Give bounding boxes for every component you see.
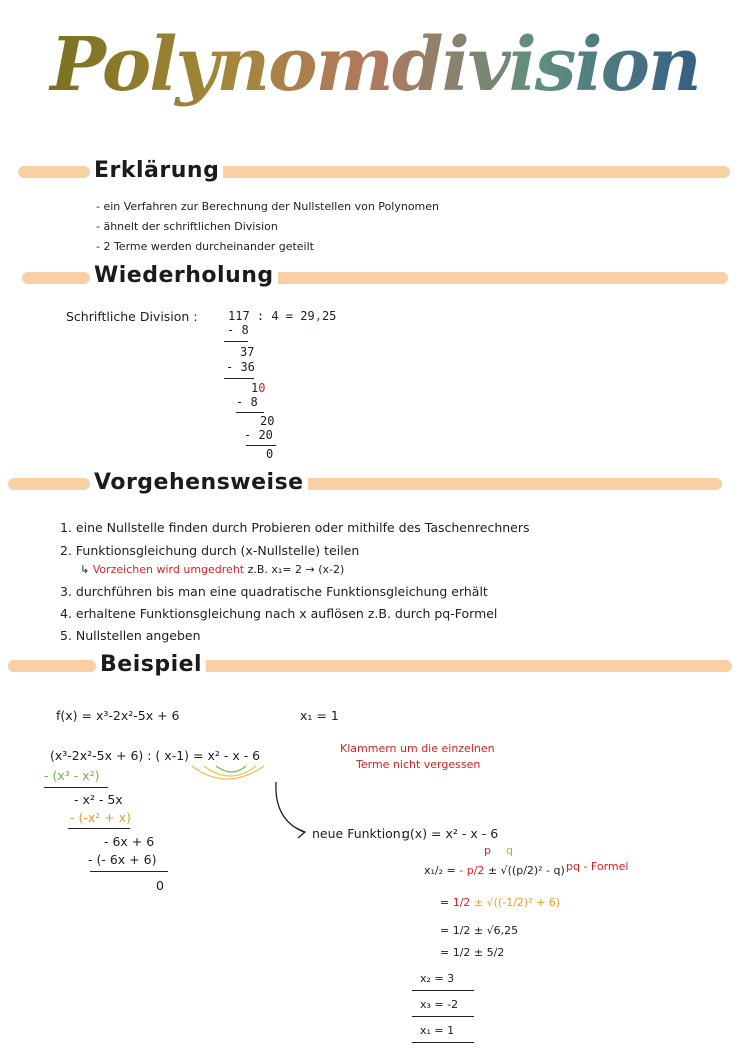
curved-arrow-icon [272, 780, 312, 840]
remainder-3: 0 [156, 878, 164, 893]
page-title: Polynomdivision [0, 22, 750, 108]
division-equation-decimal: 25 [321, 309, 337, 323]
division-step-4 [251, 381, 265, 395]
p-marker: p [484, 844, 491, 857]
pq-line-2-half: 1/2 [452, 896, 471, 909]
section-band-beispiel-left [8, 660, 96, 672]
division-step-7: - 20 [244, 428, 273, 442]
procedure-step-5: 5. Nullstellen angeben [60, 628, 201, 643]
subtraction-2: - (-x² + x) [70, 810, 131, 825]
subtraction-rule-3 [90, 871, 168, 872]
erklaerung-bullet-1: - ein Verfahren zur Berechnung der Nullstellen von Polynomen [96, 200, 440, 213]
division-equation-comma: , [314, 309, 322, 323]
division-step-5: - 8 [236, 395, 258, 409]
procedure-step-2: 2. Funktionsgleichung durch (x-Nullstelle) teilen [60, 543, 360, 558]
note-example: z.B. x₁= 2 → (x-2) [247, 563, 345, 576]
subtraction-1: - (x³ - x²) [44, 768, 100, 783]
pq-line-2 [440, 896, 560, 909]
division-step-8: 0 [266, 447, 274, 461]
subtraction-rule-2 [68, 828, 130, 829]
division-divisor-one: 1 [176, 748, 185, 763]
solution-x3: x₃ = -2 [420, 998, 459, 1011]
note-arrow-icon: ↳ [80, 563, 90, 576]
division-step-4-one: 1 [251, 381, 259, 395]
division-step-1: - 8 [227, 323, 249, 337]
section-band-beispiel-right [188, 660, 732, 672]
section-band-wiederholung-right [224, 272, 728, 284]
solution-x2: x₂ = 3 [420, 972, 455, 985]
erklaerung-bullet-2: - ähnelt der schriftlichen Division [96, 220, 278, 233]
section-band-wiederholung-left [22, 272, 90, 284]
pq-line-1 [424, 864, 565, 877]
solution-x2-underline [412, 990, 474, 991]
pq-line-1-rest: ± √((p/2)² - q) [484, 864, 565, 877]
division-divisor-minus: - [171, 748, 177, 763]
division-step-3: - 36 [226, 360, 255, 374]
procedure-step-4: 4. erhaltene Funktionsgleichung nach x auflösen z.B. durch pq-Formel [60, 606, 498, 621]
subtraction-rule-1 [44, 787, 108, 788]
solution-x3-underline [412, 1016, 474, 1017]
new-function-label: neue Funktion: [312, 826, 405, 841]
q-marker: q [506, 844, 513, 857]
heading-erklaerung: Erklärung [90, 158, 223, 183]
pq-formula-label: pq - Formel [566, 860, 629, 873]
section-band-vorgehensweise-left [8, 478, 90, 490]
division-dividend: (x³-2x²-5x + 6) : ( x [50, 748, 172, 763]
division-step-4-zero: 0 [258, 381, 266, 395]
remainder-2: - 6x + 6 [104, 834, 155, 849]
new-function: g(x) = x² - x - 6 [402, 826, 499, 841]
remainder-1: - x² - 5x [74, 792, 123, 807]
pq-line-2-rest: ± √((-1/2)² + 6) [470, 896, 561, 909]
note-sign-flip: Vorzeichen wird umgedreht [92, 563, 245, 576]
example-root: x₁ = 1 [300, 708, 339, 723]
multiplication-arcs [186, 762, 276, 792]
pq-line-1-p: - p/2 [459, 864, 485, 877]
heading-wiederholung: Wiederholung [90, 263, 278, 288]
division-step-2: 37 [240, 345, 255, 359]
reminder-line-2: Terme nicht vergessen [356, 758, 481, 771]
written-division-label: Schriftliche Division : [66, 309, 198, 324]
erklaerung-bullet-3: - 2 Terme werden durcheinander geteilt [96, 240, 314, 253]
solution-x1: x₁ = 1 [420, 1024, 455, 1037]
procedure-note [80, 563, 344, 576]
heading-beispiel: Beispiel [96, 652, 206, 677]
polynomial-division-line [50, 748, 260, 763]
pq-line-4: = 1/2 ± 5/2 [440, 946, 505, 959]
solution-x1-underline [412, 1042, 474, 1043]
division-rule-2 [224, 378, 254, 379]
reminder-line-1: Klammern um die einzelnen [340, 742, 495, 755]
pq-line-3: = 1/2 ± √6,25 [440, 924, 519, 937]
procedure-step-3: 3. durchführen bis man eine quadratische Funktionsgleichung erhält [60, 584, 488, 599]
division-quotient: ) = x² - x - 6 [184, 748, 261, 763]
subtraction-3: - (- 6x + 6) [88, 852, 157, 867]
example-function: f(x) = x³-2x²-5x + 6 [56, 708, 180, 723]
division-step-6: 20 [260, 414, 275, 428]
procedure-step-1: 1. eine Nullstelle finden durch Probieren oder mithilfe des Taschenrechners [60, 520, 530, 535]
division-rule-1 [224, 341, 248, 342]
division-equation-main: 117 : 4 = 29 [228, 309, 315, 323]
heading-vorgehensweise: Vorgehensweise [90, 470, 308, 495]
section-band-erklaerung-left [18, 166, 90, 178]
division-equation [228, 309, 336, 323]
pq-line-2-prefix: = [440, 896, 453, 909]
pq-line-1-prefix: x₁/₂ = [424, 864, 460, 877]
section-band-erklaerung-right [214, 166, 730, 178]
section-band-vorgehensweise-right [266, 478, 722, 490]
